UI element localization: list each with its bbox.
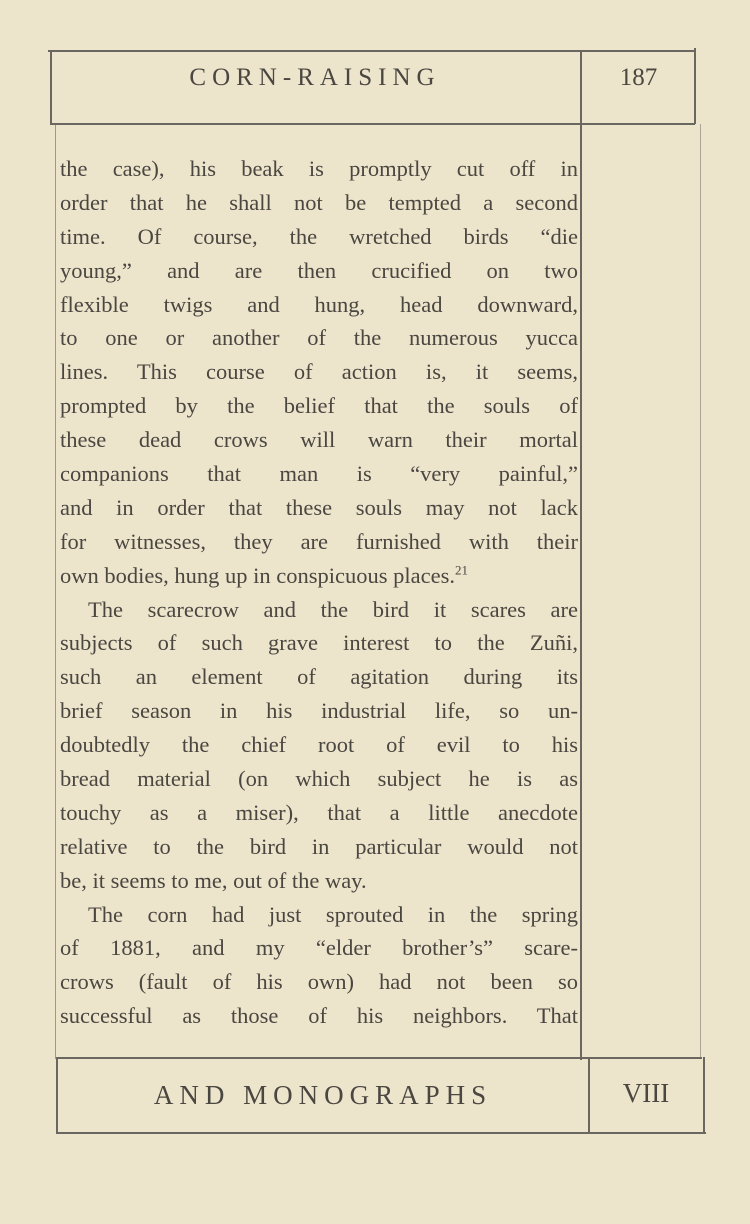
text-line xyxy=(60,220,578,254)
text-line-content: brief season in his industrial life, so un- xyxy=(60,698,578,724)
text-line xyxy=(60,288,578,322)
text-line xyxy=(60,626,578,660)
text-line xyxy=(60,321,578,355)
text-line-content: prompted by the belief that the souls of xyxy=(60,393,578,419)
text-line-content: for witnesses, they are furnished with their xyxy=(60,528,578,554)
text-line-content: own bodies, hung up in conspicuous places. xyxy=(60,562,455,588)
text-line xyxy=(60,965,578,999)
volume-number: VIII xyxy=(622,1078,670,1108)
header-bottom-rule xyxy=(50,123,695,125)
text-line-content: and in order that these souls may not lack xyxy=(60,494,578,520)
text-line xyxy=(60,999,578,1033)
text-line xyxy=(60,525,578,559)
text-line-content: companions that man is “very painful,” xyxy=(60,461,578,487)
right-margin-rule xyxy=(700,124,701,1059)
text-line-content: crows (fault of his own) had not been so xyxy=(60,969,578,995)
text-line xyxy=(60,355,578,389)
footnote-marker[interactable]: 21 xyxy=(454,562,468,578)
running-head: CORN-RAISING xyxy=(189,64,441,91)
text-line-content: time. Of course, the wretched birds “die xyxy=(60,223,578,249)
body-text xyxy=(60,152,578,1033)
text-line xyxy=(60,491,578,525)
text-line-content: young,” and are then crucified on two xyxy=(60,257,578,283)
text-line xyxy=(60,898,578,932)
text-line-content: these dead crows will warn their mortal xyxy=(60,427,578,453)
text-left-rule xyxy=(55,124,56,1059)
text-line-content: relative to the bird in particular would not xyxy=(60,833,578,859)
text-line-content: flexible twigs and hung, head downward, xyxy=(60,291,578,317)
text-line xyxy=(60,593,578,627)
text-line xyxy=(60,830,578,864)
text-line xyxy=(60,728,578,762)
text-line-content: touchy as a miser), that a little anecdote xyxy=(60,799,578,825)
text-line xyxy=(60,389,578,423)
text-line-content: The corn had just sprouted in the spring xyxy=(88,901,578,927)
text-line-content: The scarecrow and the bird it scares are xyxy=(88,596,578,622)
text-line-content: successful as those of his neighbors. That xyxy=(60,1003,578,1029)
footer-top-rule xyxy=(56,1057,702,1059)
text-line xyxy=(60,254,578,288)
text-line-content: of 1881, and my “elder brother’s” scare- xyxy=(60,935,578,961)
page-number: 187 xyxy=(619,64,658,91)
text-line-content: order that he shall not be tempted a second xyxy=(60,189,578,215)
header-top-rule xyxy=(48,50,695,52)
footer-bottom-rule xyxy=(56,1132,706,1134)
text-line-content: bread material (on which subject he is as xyxy=(60,766,578,792)
text-line-content: be, it seems to me, out of the way. xyxy=(60,867,367,893)
text-line-content: the case), his beak is promptly cut off in xyxy=(60,156,578,181)
text-line-content: such an element of agitation during its xyxy=(60,664,578,690)
text-line xyxy=(60,457,578,491)
text-line xyxy=(60,864,578,898)
text-line-content: doubtedly the chief root of evil to his xyxy=(60,732,578,758)
header-divider xyxy=(580,50,582,1060)
footer-right-rule xyxy=(703,1057,705,1133)
text-line xyxy=(60,931,578,965)
text-line xyxy=(60,186,578,220)
text-line xyxy=(60,152,578,186)
text-line xyxy=(60,694,578,728)
series-title: AND MONOGRAPHS xyxy=(153,1080,493,1110)
text-line xyxy=(60,559,578,593)
text-line xyxy=(60,423,578,457)
text-line-content: to one or another of the numerous yucca xyxy=(60,325,578,351)
text-line xyxy=(60,796,578,830)
text-line xyxy=(60,660,578,694)
text-line-content: lines. This course of action is, it seems, xyxy=(60,359,578,385)
text-line-content: subjects of such grave interest to the Zuñi, xyxy=(60,630,578,656)
text-line xyxy=(60,762,578,796)
